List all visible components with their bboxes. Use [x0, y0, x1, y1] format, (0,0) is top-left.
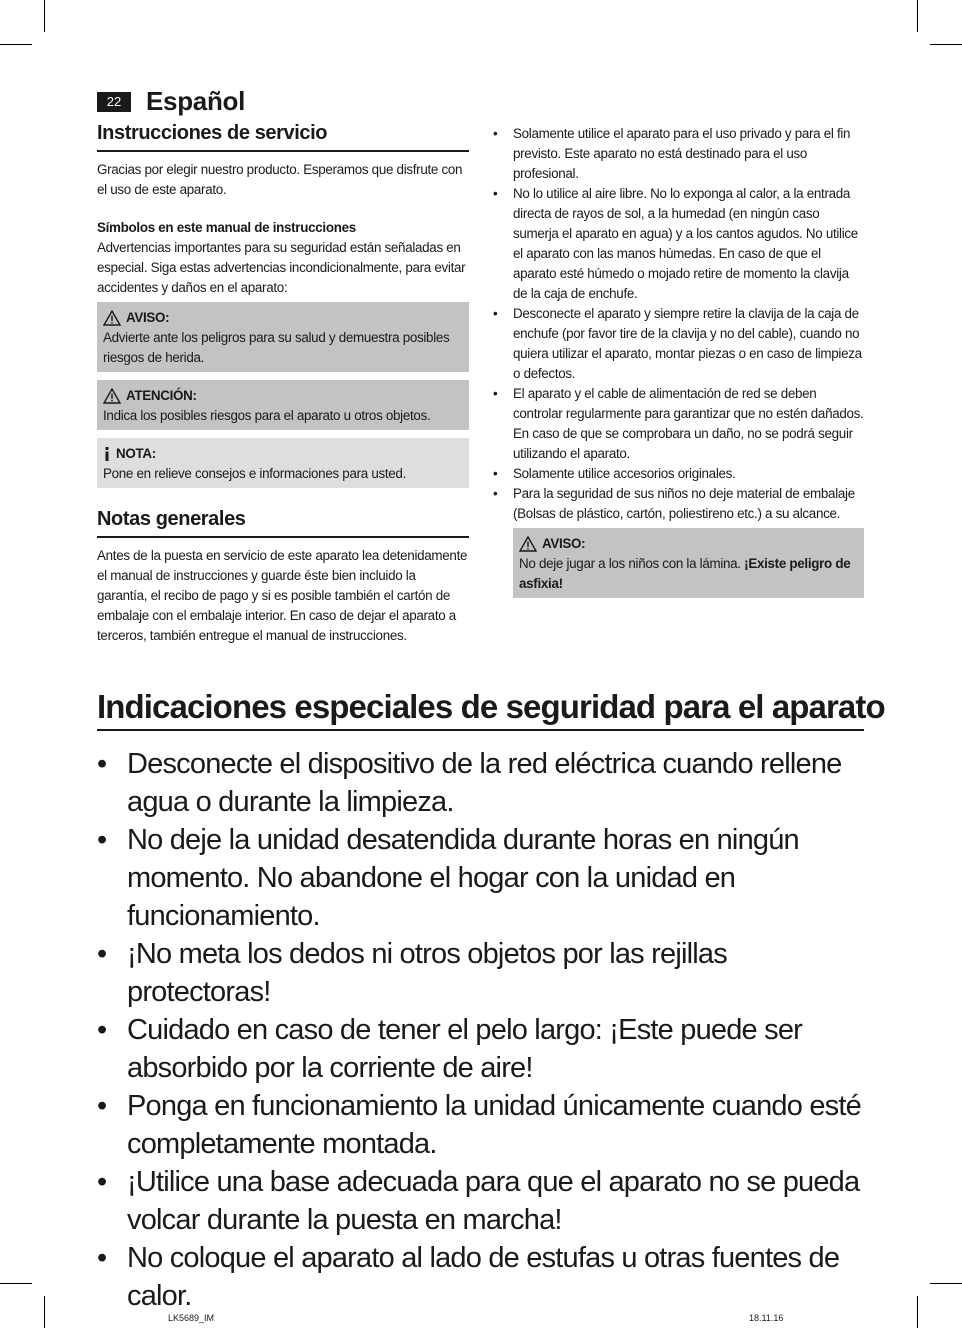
box-title: AVISO:: [126, 310, 170, 325]
warning-triangle-icon: [519, 536, 537, 552]
list-item: • No lo utilice al aire libre. No lo exponga al calor, a la entrada directa de rayos de sol, a la humedad (en ningún caso sumerja el aparato en agua) y a los cantos agudos. No utilice el aparato con las manos húmedas. En caso de que el aparato esté húmedo o mojado retire de momento la clavija de la caja de enchufe.: [493, 186, 858, 301]
list-item: • Solamente utilice accesorios originales.: [493, 466, 736, 481]
right-column: [490, 124, 864, 598]
list-item: • Desconecte el aparato y siempre retire la clavija de la caja de enchufe (por favor tire de la clavija y no del cable), cuando no quiera utilizar el aparato, montar piezas o en caso de limpieza o defectos.: [493, 306, 862, 381]
list-item: • No coloque el aparato al lado de estufas u otras fuentes de calor.: [97, 1242, 840, 1312]
language-title: Español: [146, 86, 246, 116]
section-title-general: Notas generales: [97, 508, 469, 538]
crop-mark: [917, 1296, 918, 1328]
footer-date: 18.11.16: [749, 1313, 784, 1323]
warning-triangle-icon: [103, 388, 121, 404]
general-text: Antes de la puesta en servicio de este aparato lea detenidamente el manual de instrucciones y guarde éste bien incluido la garantía, el recibo de pago y si es posible también el cartón de embalaje con el embalaje interior. En caso de dejar el aparato a terceros, también entregue el manual de instrucciones.: [97, 548, 468, 643]
page-number: 22: [97, 92, 131, 112]
list-item: • Solamente utilice el aparato para el uso privado y para el fin previsto. Este aparato no está destinado para el uso profesional.: [493, 126, 851, 181]
box-title: AVISO:: [542, 536, 586, 551]
crop-mark: [930, 44, 962, 45]
special-safety-title: Indicaciones especiales de seguridad para el aparato: [97, 688, 864, 731]
warning-box: [97, 302, 469, 372]
crop-mark: [44, 1296, 45, 1328]
list-item: • ¡Utilice una base adecuada para que el aparato no se pueda volcar durante la puesta en marcha!: [97, 1166, 860, 1236]
list-item: • Desconecte el dispositivo de la red eléctrica cuando rellene agua o durante la limpieza.: [97, 748, 842, 818]
box-text: No deje jugar a los niños con la lámina. ¡Existe peligro de asfixia!: [519, 556, 851, 591]
list-item: • Para la seguridad de sus niños no deje material de embalaje (Bolsas de plástico, cartón, poliestireno etc.) a su alcance.: [493, 486, 855, 521]
symbols-text: Advertencias importantes para su seguridad están señaladas en especial. Siga estas advertencias incondicionalmente, para evitar accidentes y daños en el aparato:: [97, 240, 466, 295]
note-box: [97, 438, 469, 488]
left-column: [97, 122, 469, 646]
list-item: • Cuidado en caso de tener el pelo largo: ¡Este puede ser absorbido por la corriente de aire!: [97, 1014, 803, 1084]
box-text: Indica los posibles riesgos para el aparato u otros objetos.: [103, 408, 431, 423]
warning-triangle-icon: [103, 310, 121, 326]
box-text: Pone en relieve consejos e informaciones para usted.: [103, 466, 406, 481]
crop-mark: [917, 0, 918, 32]
warning-box-children: [513, 528, 864, 598]
crop-mark: [930, 1283, 962, 1284]
footer-code: LK5689_IM: [168, 1313, 215, 1323]
crop-mark: [0, 44, 32, 45]
attention-box: [97, 380, 469, 430]
safety-list: [490, 124, 864, 524]
box-title: ATENCIÓN:: [126, 388, 197, 403]
crop-mark: [0, 1283, 32, 1284]
special-safety-list: [97, 745, 877, 1315]
crop-mark: [44, 0, 45, 32]
info-icon: [103, 446, 111, 462]
box-title: NOTA:: [116, 446, 156, 461]
list-item: • El aparato y el cable de alimentación de red se deben controlar regularmente para garantizar que no estén dañados. En caso de que se comprobara un daño, no se podrá seguir utilizando el aparato.: [493, 386, 864, 461]
list-item: • Ponga en funcionamiento la unidad únicamente cuando esté completamente montada.: [97, 1090, 861, 1160]
list-item: • No deje la unidad desatendida durante horas en ningún momento. No abandone el hogar con la unidad en funcionamiento.: [97, 824, 799, 932]
section-title-instructions: Instrucciones de servicio: [97, 122, 469, 152]
symbols-title: Símbolos en este manual de instrucciones: [97, 220, 356, 235]
list-item: • ¡No meta los dedos ni otros objetos por las rejillas protectoras!: [97, 938, 727, 1008]
box-text: Advierte ante los peligros para su salud y demuestra posibles riesgos de herida.: [103, 330, 450, 365]
intro-text: Gracias por elegir nuestro producto. Esperamos que disfrute con el uso de este aparato.: [97, 162, 463, 197]
